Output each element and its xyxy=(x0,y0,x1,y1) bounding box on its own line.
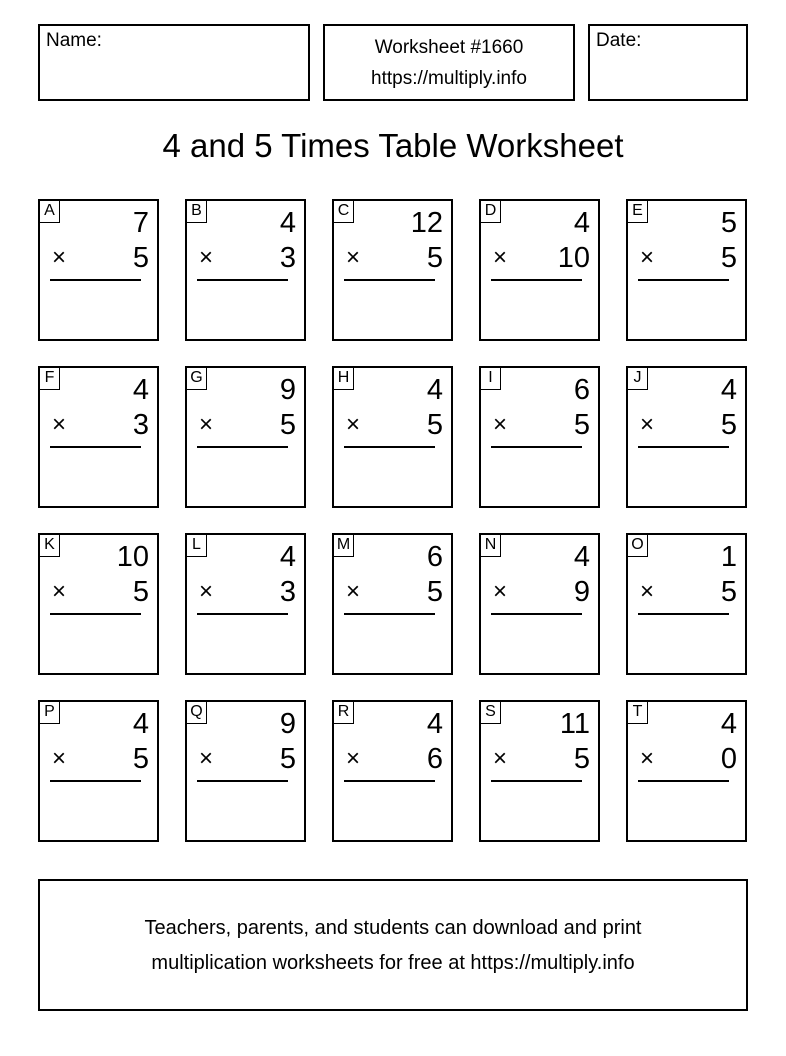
multiplier: 10 xyxy=(557,242,590,274)
answer-rule xyxy=(50,780,141,782)
times-sign: × xyxy=(52,745,67,772)
problem-letter: O xyxy=(628,535,648,557)
page-title: 4 and 5 Times Table Worksheet xyxy=(162,127,624,164)
problem-card xyxy=(185,700,306,842)
multiplier: 5 xyxy=(426,409,443,441)
problem-letter: G xyxy=(187,368,207,390)
problem-card xyxy=(185,199,306,341)
problem-card xyxy=(185,366,306,508)
footer-box xyxy=(38,879,748,1011)
times-sign: × xyxy=(52,578,67,605)
problem-letter: I xyxy=(481,368,501,390)
multiplicand: 6 xyxy=(426,541,443,573)
multiplier: 0 xyxy=(720,743,737,775)
problem-card xyxy=(479,700,600,842)
multiplicand: 6 xyxy=(573,374,590,406)
problem-card xyxy=(332,366,453,508)
multiplier: 5 xyxy=(720,409,737,441)
answer-rule xyxy=(197,780,288,782)
multiplicand: 4 xyxy=(573,207,590,239)
problem-card xyxy=(185,533,306,675)
worksheet-number: Worksheet #1660 xyxy=(374,37,524,58)
times-sign: × xyxy=(199,578,214,605)
multiplicand: 4 xyxy=(132,374,149,406)
problem-card xyxy=(332,700,453,842)
problem-letter: B xyxy=(187,201,207,223)
times-sign: × xyxy=(199,244,214,271)
multiplicand: 5 xyxy=(720,207,737,239)
multiplicand: 1 xyxy=(720,541,737,573)
multiplicand: 4 xyxy=(426,374,443,406)
problem-card xyxy=(479,199,600,341)
times-sign: × xyxy=(52,244,67,271)
multiplier: 3 xyxy=(279,576,296,608)
answer-rule xyxy=(344,613,435,615)
answer-rule xyxy=(491,279,582,281)
problem-letter: A xyxy=(40,201,60,223)
problem-letter: J xyxy=(628,368,648,390)
multiplier: 5 xyxy=(279,743,296,775)
problem-card xyxy=(626,199,747,341)
name-label: Name: xyxy=(46,30,102,51)
answer-rule xyxy=(344,780,435,782)
problem-card xyxy=(332,199,453,341)
problem-card xyxy=(38,199,159,341)
times-sign: × xyxy=(493,411,508,438)
multiplicand: 4 xyxy=(279,541,296,573)
problem-letter: K xyxy=(40,535,60,557)
multiplier: 5 xyxy=(279,409,296,441)
multiplier: 6 xyxy=(426,743,443,775)
times-sign: × xyxy=(640,578,655,605)
answer-rule xyxy=(344,446,435,448)
problem-letter: D xyxy=(481,201,501,223)
problem-card xyxy=(38,533,159,675)
footer-line-1: Teachers, parents, and students can download and print xyxy=(144,917,642,939)
multiplier: 5 xyxy=(720,242,737,274)
answer-rule xyxy=(491,780,582,782)
footer-line-2: multiplication worksheets for free at https://multiply.info xyxy=(151,952,635,974)
problem-card xyxy=(38,700,159,842)
answer-rule xyxy=(50,279,141,281)
problem-card xyxy=(626,700,747,842)
problem-letter: R xyxy=(334,702,354,724)
times-sign: × xyxy=(640,745,655,772)
times-sign: × xyxy=(640,411,655,438)
times-sign: × xyxy=(199,745,214,772)
multiplier: 5 xyxy=(132,242,149,274)
answer-rule xyxy=(638,780,729,782)
problem-letter: C xyxy=(334,201,354,223)
multiplier: 5 xyxy=(573,409,590,441)
multiplier: 5 xyxy=(426,576,443,608)
problem-letter: F xyxy=(40,368,60,390)
answer-rule xyxy=(638,446,729,448)
multiplier: 5 xyxy=(132,743,149,775)
multiplicand: 9 xyxy=(279,374,296,406)
problem-letter: E xyxy=(628,201,648,223)
times-sign: × xyxy=(346,745,361,772)
multiplicand: 4 xyxy=(573,541,590,573)
multiplicand: 12 xyxy=(410,207,443,239)
times-sign: × xyxy=(493,745,508,772)
times-sign: × xyxy=(493,244,508,271)
times-sign: × xyxy=(640,244,655,271)
problem-letter: S xyxy=(481,702,501,724)
answer-rule xyxy=(197,446,288,448)
multiplicand: 4 xyxy=(720,708,737,740)
multiplier: 5 xyxy=(132,576,149,608)
multiplier: 5 xyxy=(720,576,737,608)
multiplicand: 10 xyxy=(116,541,149,573)
answer-rule xyxy=(50,613,141,615)
answer-rule xyxy=(50,446,141,448)
multiplier: 3 xyxy=(132,409,149,441)
problem-letter: Q xyxy=(187,702,207,724)
answer-rule xyxy=(491,446,582,448)
multiplier: 3 xyxy=(279,242,296,274)
multiplicand: 7 xyxy=(132,207,149,239)
problem-card xyxy=(38,366,159,508)
problem-letter: N xyxy=(481,535,501,557)
times-sign: × xyxy=(199,411,214,438)
times-sign: × xyxy=(52,411,67,438)
worksheet-url: https://multiply.info xyxy=(371,68,527,89)
answer-rule xyxy=(491,613,582,615)
multiplier: 9 xyxy=(573,576,590,608)
problem-card xyxy=(626,366,747,508)
problem-card xyxy=(479,366,600,508)
answer-rule xyxy=(197,279,288,281)
problem-card xyxy=(332,533,453,675)
problem-letter: L xyxy=(187,535,207,557)
problem-letter: M xyxy=(334,535,354,557)
answer-rule xyxy=(638,613,729,615)
answer-rule xyxy=(197,613,288,615)
multiplicand: 11 xyxy=(559,708,590,740)
multiplicand: 9 xyxy=(279,708,296,740)
multiplicand: 4 xyxy=(279,207,296,239)
problem-card xyxy=(479,533,600,675)
problem-letter: H xyxy=(334,368,354,390)
multiplicand: 4 xyxy=(426,708,443,740)
answer-rule xyxy=(638,279,729,281)
problem-letter: T xyxy=(628,702,648,724)
problem-card xyxy=(626,533,747,675)
multiplier: 5 xyxy=(426,242,443,274)
times-sign: × xyxy=(346,578,361,605)
problem-letter: P xyxy=(40,702,60,724)
times-sign: × xyxy=(493,578,508,605)
answer-rule xyxy=(344,279,435,281)
times-sign: × xyxy=(346,411,361,438)
multiplicand: 4 xyxy=(720,374,737,406)
times-sign: × xyxy=(346,244,361,271)
multiplicand: 4 xyxy=(132,708,149,740)
multiplier: 5 xyxy=(573,743,590,775)
date-label: Date: xyxy=(596,30,642,51)
